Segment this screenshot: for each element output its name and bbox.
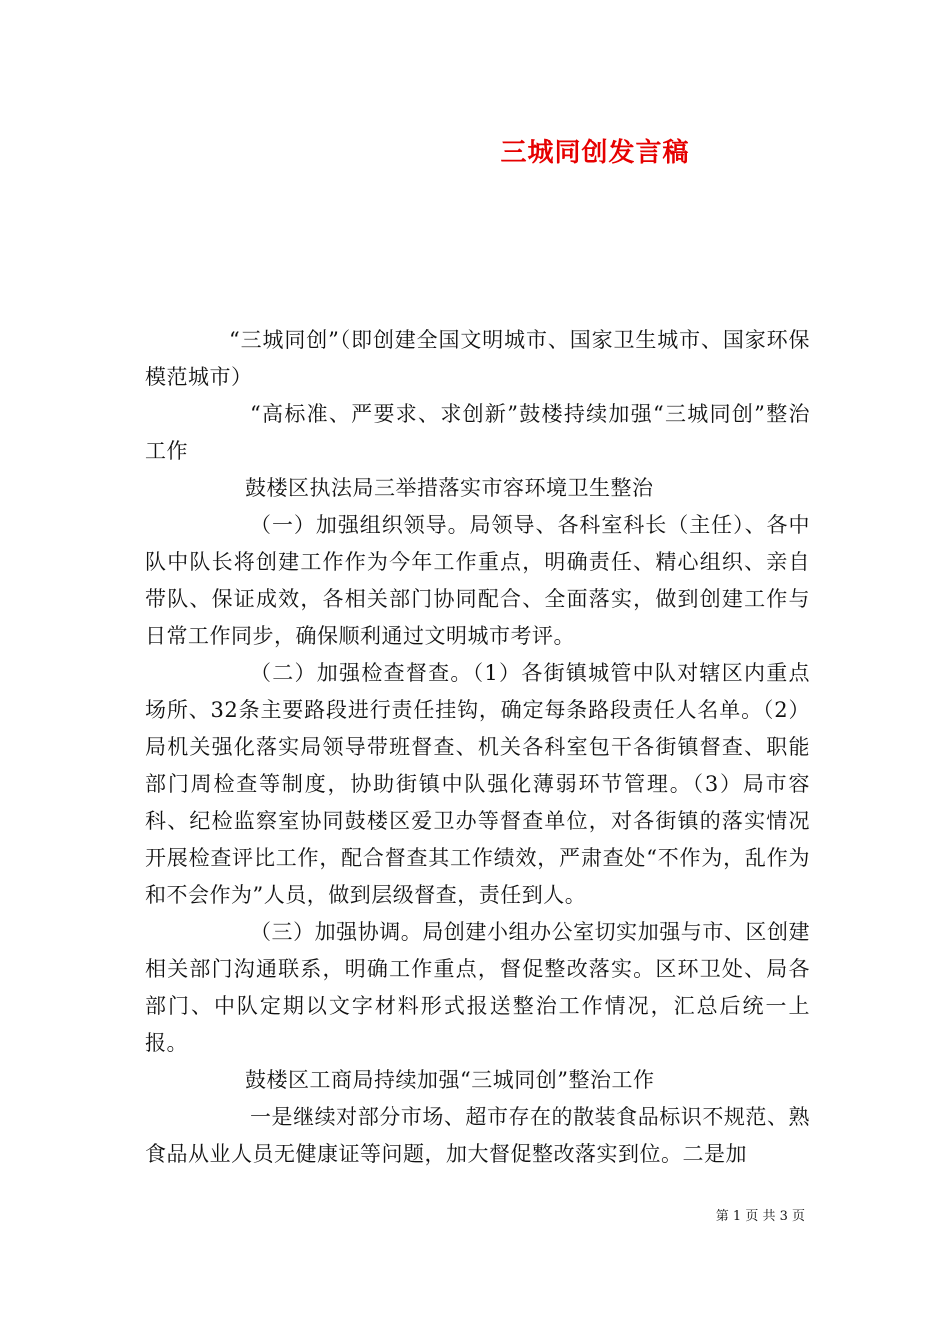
paragraph-item-3: （三）加强协调。局创建小组办公室切实加强与市、区创建相关部门沟通联系，明确工作重点，督促整改落实。区环卫处、局各部门、中队定期以文字材料形式报送整治工作情况，汇总后统一上报。: [145, 920, 810, 1055]
section-heading-commerce: 鼓楼区工商局持续加强“三城同创”整治工作: [245, 1068, 655, 1092]
paragraph-commerce-1: 一是继续对部分市场、超市存在的散装食品标识不规范、熟食品从业人员无健康证等问题，加大督促整改落实到位。二是加: [145, 1105, 810, 1166]
page-footer: 第 1 页 共 3 页: [715, 1209, 805, 1224]
paragraph-intro-2: “高标准、严要求、求创新”鼓楼持续加强“三城同创”整治工作: [145, 402, 810, 463]
section-heading-law-enforcement: 鼓楼区执法局三举措落实市容环境卫生整治: [245, 476, 654, 500]
document-title: 三城同创发言稿: [500, 138, 690, 168]
document-body: [145, 322, 810, 1173]
paragraph-intro-1: “三城同创”（即创建全国文明城市、国家卫生城市、国家环保模范城市）: [145, 328, 810, 389]
paragraph-item-2: （二）加强检查督查。（1）各街镇城管中队对辖区内重点场所、32条主要路段进行责任挂钩，确定每条路段责任人名单。（2）局机关强化落实局领导带班督查、机关各科室包干各街镇督查、职能部门周检查等制度，协助街镇中队强化薄弱环节管理。（3）局市容科、纪检监察室协同鼓楼区爱卫办等督查单位，对各街镇的落实情况开展检查评比工作，配合督查其工作绩效，严肃查处“不作为，乱作为和不会作为”人员，做到层级督查，责任到人。: [145, 661, 810, 907]
paragraph-item-1: （一）加强组织领导。局领导、各科室科长（主任）、各中队中队长将创建工作作为今年工作重点，明确责任、精心组织、亲自带队、保证成效，各相关部门协同配合、全面落实，做到创建工作与日常工作同步，确保顺利通过文明城市考评。: [145, 513, 810, 648]
